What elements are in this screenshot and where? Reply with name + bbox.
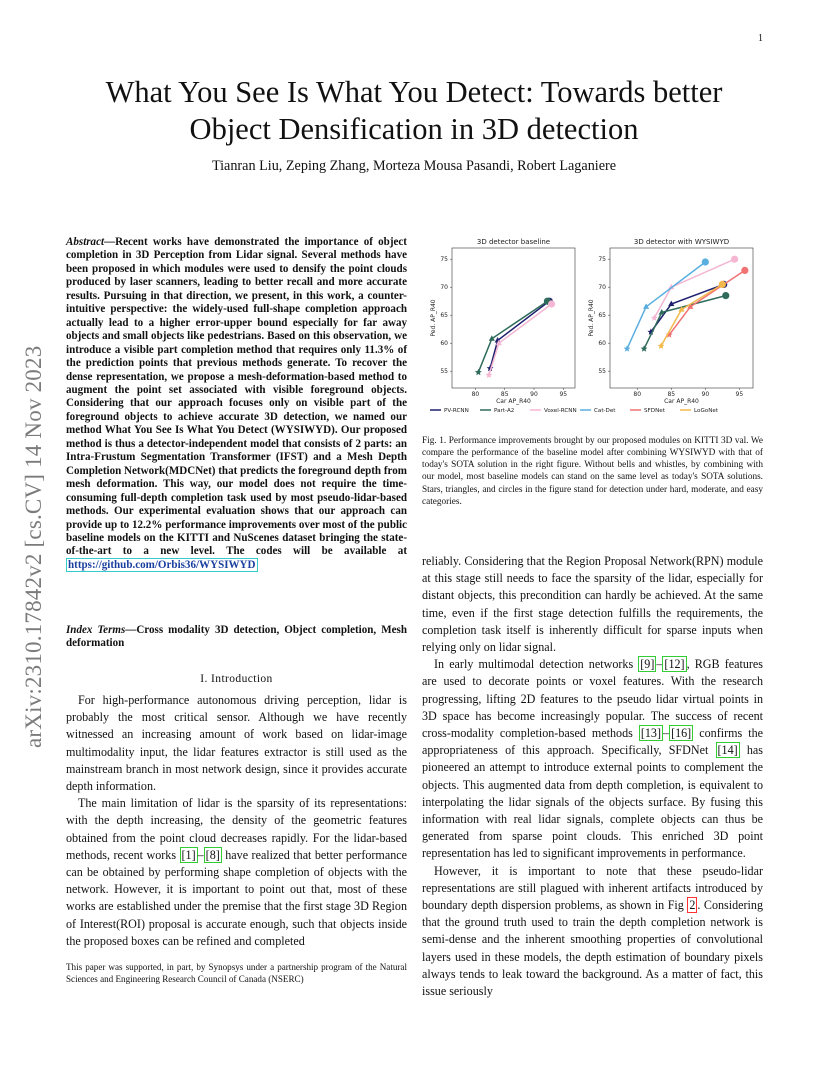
- y-tick-label: 75: [598, 256, 606, 264]
- index-terms-text: —Cross modality 3D detection, Object completion, Mesh deformation: [66, 624, 407, 650]
- y-axis-label: Ped. AP_R40: [588, 299, 595, 337]
- legend-entry: Cat-Det: [594, 408, 616, 414]
- x-axis-label: Car AP_R40: [664, 398, 699, 405]
- y-tick-label: 55: [598, 368, 606, 376]
- citation-link[interactable]: [8]: [205, 847, 220, 862]
- plot-frame: [452, 248, 575, 388]
- legend-entry: Part-A2: [494, 408, 515, 414]
- figure-reference-link[interactable]: 2: [689, 898, 696, 913]
- abstract-text: —Recent works have demonstrated the importance of object completion in 3D Perception from Lidar signal. Several methods have been proposed in which modules were used to densify the point clouds produced by laser scanners, leading to better recall and more accurate results. Pursuing in that direction, we present, in this work, a counter-intuitive perspective: the widely-used full-shape completion approach actually lead to a higher error-upper bound especially for far away objects and small objects like pedestrians. Based on this observation, we introduce a visible part completion method that requires only 11.3% of the prediction points that previous methods generate. To recover the dense representation, we propose a mesh-deformation-based method to augment the point set associated with visible foreground objects. Considering that our approach focuses only on visible part of the foreground objects to achieve accurate 3D detection, we named our method What You See Is What You Detect (WYSIWYD). Our proposed method is thus a detector-independent model that consists of 2 parts: an Intra-Frustum Segmentation Transformer (IFST) and a Mesh Depth Completion Network(MDCNet) that predicts the foreground depth from mesh deformation. This way, our model does not require the time-consuming full-depth completion task used by most pseudo-lidar-based methods. Our experimental evaluation shows that our approach can provide up to 12.2% performance improvements over most of the public baseline models on the KITTI and NuScenes dataset bringing the state-of-the-art to a new level. The codes will be available at: [66, 236, 407, 558]
- citation-link[interactable]: [12]: [664, 657, 685, 672]
- chart-title: 3D detector baseline: [476, 238, 551, 246]
- x-tick-label: 80: [471, 391, 480, 398]
- x-tick-label: 95: [559, 391, 568, 398]
- y-tick-label: 65: [440, 312, 448, 320]
- x-tick-label: 90: [701, 391, 710, 398]
- paragraph: However, it is important to note that these pseudo-lidar representations are still plagued with inherent artifacts introduced by boundary depth dispersion problems, as shown in Fig 2 . Considering that the ground truth used to train the depth completion network is semi-dense and the inherent smoothing properties of convolutional layers used in these models, the depth estimation of boundary pixels always tends to leak toward the background. As a matter of fact, this issue seriously: [422, 863, 763, 999]
- arxiv-identifier: arXiv:2310.17842v2 [cs.CV] 14 Nov 2023: [21, 345, 46, 748]
- legend-entry: SFDNet: [644, 408, 665, 414]
- legend-entry: LoGoNet: [694, 408, 719, 414]
- paragraph: For high-performance autonomous driving perception, lidar is probably the most critical sensor. Although we have recently witnessed an increasing amount of work based on lidar-image multimodality input, the lidar features extractor is still used as the mainstream branch in most network design, since it provides accurate depth information.: [66, 693, 407, 794]
- paragraph: In early multimodal detection networks [9] – [12] , RGB features are used to decorate points or voxel features. With the research progressing, lifting 2D features to the pseudo lidar virtual points in 3D space has become increasingly popular. The success of recent cross-modality completion-based methods [13] – [16] confirms the appropriateness of this approach. Specifically, SFDNet [14] has pioneered an attempt to introduce external points to complement the objects. This augmented data from depth completion, is equivalent to interpolating the lidar signals of the objects surface. By fusing this information with real lidar signals, complete objects can thus be generated from sparse point clouds. This enriched 3D point representation has led to significant improvements in performance.: [422, 657, 763, 861]
- y-tick-label: 55: [440, 368, 448, 376]
- data-point-circle: [719, 281, 726, 288]
- legend-entry: PV-RCNN: [444, 408, 469, 414]
- y-tick-label: 60: [598, 340, 606, 348]
- citation-link[interactable]: [13]: [640, 726, 662, 741]
- x-tick-label: 80: [633, 391, 642, 398]
- chart-panel-2: [588, 238, 753, 405]
- x-tick-label: 90: [530, 391, 538, 398]
- author-list: Tianran Liu, Zeping Zhang, Morteza Mousa Pasandi, Robert Laganiere: [211, 158, 617, 174]
- footnote: This paper was supported, in part, by Synopsys under a partnership program of the Natural Sciences and Engineering Research Council of Canada (NSERC): [66, 962, 407, 984]
- legend-entry: Voxel-RCNN: [544, 408, 577, 414]
- y-tick-label: 70: [598, 284, 606, 292]
- index-terms: [66, 624, 407, 651]
- y-tick-label: 75: [440, 256, 448, 264]
- figure-1: [422, 232, 764, 422]
- page-number: 1: [758, 33, 763, 44]
- chart-legend: [430, 408, 719, 414]
- citation-link[interactable]: [14]: [717, 743, 738, 758]
- left-column-body: [66, 692, 407, 950]
- abstract: [66, 236, 407, 572]
- paper-title: [0, 74, 828, 148]
- x-axis-label: Car AP_R40: [496, 398, 531, 405]
- data-point-circle: [548, 300, 555, 307]
- data-point-circle: [731, 256, 738, 263]
- title-line-1: What You See Is What You Detect: Towards better: [105, 75, 723, 109]
- citation-link[interactable]: [1]: [181, 847, 196, 862]
- index-terms-label: Index Terms: [66, 624, 126, 636]
- citation-link[interactable]: [9]: [640, 657, 655, 672]
- data-point-circle: [722, 292, 729, 299]
- title-line-2: Object Densification in 3D detection: [189, 112, 639, 146]
- y-tick-label: 70: [440, 284, 448, 292]
- abstract-label: Abstract: [66, 236, 105, 248]
- x-tick-label: 85: [500, 391, 509, 398]
- paragraph: The main limitation of lidar is the sparsity of its representations: with the depth increasing, the density of the geometric features obtained from the point cloud decreases rapidly. For the lidar-based methods, recent works [1] – [8] have realized that better performance can be obtained by performing shape completion of objects with the network. However, it is important to point out that, most of these works are established under the premise that the first stage 3D Region of Interest(ROI) proposal is accurate enough, such that objects inside the proposed boxes can be refined and completed: [66, 796, 407, 948]
- citation-link[interactable]: [16]: [671, 726, 692, 741]
- section-heading: I. Introduction: [200, 673, 273, 685]
- x-tick-label: 85: [667, 391, 676, 398]
- right-column-body: [422, 553, 763, 1000]
- figure-caption: Fig. 1. Performance improvements brought by our proposed modules on KITTI 3D val. We compare the performance of the baseline model after combining WYSIWYD with that of today's SOTA solution in the right figure. Without bells and whistles, by combining with our model, most baseline models can stand on the same level as today's SOTA solutions. Stars, triangles, and circles in the figure stand for detection under hard, moderate, and easy categories.: [422, 436, 763, 507]
- x-tick-label: 95: [735, 391, 744, 398]
- y-axis-label: Ped. AP_R40: [430, 299, 437, 337]
- paragraph: reliably. Considering that the Region Proposal Network(RPN) module at this stage still needs to face the sparsity of the lidar, especially for distant objects, this precondition can hardly be achieved. At the same time, even if the first stage detection fulfills the requirements, the completion task itself is inherently difficult for sparse inputs when relying only on lidar signal.: [422, 554, 763, 655]
- chart-title: 3D detector with WYSIWYD: [633, 238, 730, 246]
- y-tick-label: 60: [440, 340, 448, 348]
- y-tick-label: 65: [598, 312, 606, 320]
- data-point-circle: [741, 267, 748, 274]
- data-point-circle: [702, 258, 709, 265]
- code-link[interactable]: https://github.com/Orbis36/WYSIWYD: [68, 558, 256, 571]
- figure-1-chart: [422, 232, 764, 422]
- chart-panel-1: [430, 238, 575, 405]
